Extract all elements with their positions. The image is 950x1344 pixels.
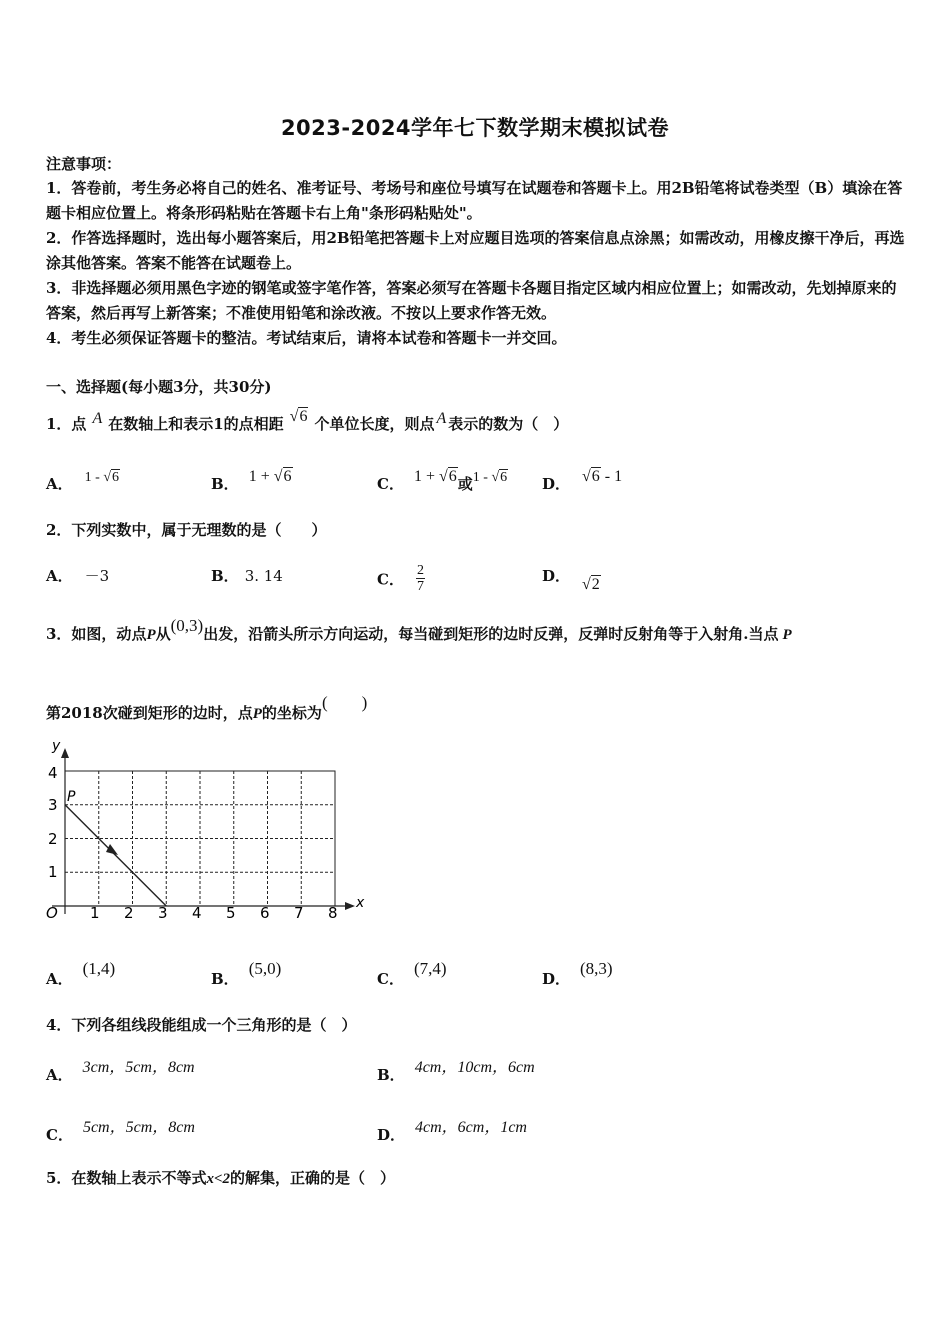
q3-option-d[interactable]: D．(8,3) [542,959,613,988]
q3-y-axis-label: y [52,738,61,754]
q1-option-a[interactable]: A． 1 - √6 [46,470,119,493]
question-3-stem-line2: 第2018次碰到矩形的边时，点P的坐标为( ) [46,693,368,722]
q3-point-label: P [67,789,76,805]
q3-option-a[interactable]: A．(1,4) [46,959,116,988]
q3-y-tick-2: 2 [48,830,58,848]
q3-option-c[interactable]: C．(7,4) [377,959,447,988]
q3-path [65,805,166,906]
q3-x-tick-1: 1 [90,904,100,922]
page-title: 2023-2024学年七下数学期末模拟试卷 [280,116,670,140]
q3-grid [65,771,335,906]
q2-option-b[interactable]: B． 3. 14 [211,567,283,585]
q3-y-tick-4: 4 [48,764,58,782]
q1-option-b[interactable]: B． 1 + √6 [211,468,292,493]
q3-x-tick-2: 2 [124,904,134,922]
q2-option-c[interactable]: C． $\frac{2}{7}$ [377,563,424,594]
q4-option-a[interactable]: A． 3cm，5cm，8cm [46,1059,195,1084]
notice-item-4: 4．考生必须保证答题卡的整洁。考试结束后，请将本试卷和答题卡一并交回。 [46,329,567,347]
q3-axes [52,748,355,914]
q3-x-tick-4: 4 [192,904,202,922]
q3-y-tick-3: 3 [48,796,58,814]
q4-option-b[interactable]: B． 4cm，10cm，6cm [377,1059,535,1084]
q3-y-tick-1: 1 [48,863,58,881]
q1-option-d[interactable]: D． √6 - 1 [542,468,623,493]
question-5-stem: 5．在数轴上表示不等式x<2的解集，正确的是（ ） [46,1169,396,1187]
q2-option-d[interactable]: D． √2 [542,567,600,593]
notice-item-3: 3．非选择题必须用黑色字迹的钢笔或签字笔作答，答案必须写在答题卡各题目指定区域内相应位置上；如需改动，先划掉原来的答案，然后再写上新答案；不准使用铅笔和涂改液。不按以上要求作答无效。 [46,279,897,322]
section-heading: 一、选择题(每小题3分，共30分) [46,378,272,396]
notice-heading: 注意事项： [46,155,122,173]
q3-x-tick-8: 8 [328,904,338,922]
q3-x-tick-3: 3 [158,904,168,922]
question-4-stem: 4．下列各组线段能组成一个三角形的是（ ） [46,1016,357,1034]
notice-item-2: 2．作答选择题时，选出每小题答案后，用2B铅笔把答题卡上对应题目选项的答案信息点涂黑；如需改动，用橡皮擦干净后，再选涂其他答案。答案不能答在试题卷上。 [46,229,905,272]
q2-option-a[interactable]: A． －3 [46,567,110,585]
q3-x-tick-7: 7 [294,904,304,922]
q1-option-c[interactable]: C． 1 + √6或1 - √6 [377,468,508,493]
q4-option-c[interactable]: C． 5cm，5cm，8cm [46,1119,195,1144]
question-1-stem: 1．点 A 在数轴上和表示1的点相距 √6 个单位长度，则点 A 表示的数为（ ） [46,408,569,433]
q3-option-b[interactable]: B．(5,0) [211,959,282,988]
q3-figure [40,738,370,923]
question-2-stem: 2．下列实数中，属于无理数的是（ ） [46,521,327,539]
q3-x-tick-5: 5 [226,904,236,922]
q3-origin-label: O [46,904,58,922]
q4-option-d[interactable]: D． 4cm，6cm，1cm [377,1119,527,1144]
q3-x-tick-6: 6 [260,904,270,922]
q3-x-axis-label: x [356,895,365,911]
question-3-stem-line1: 3．如图，动点P从(0,3)出发，沿箭头所示方向运动，每当碰到矩形的边时反弹，反弹时反射角等于入射角.当点 P [46,616,792,643]
notice-item-1: 1．答卷前，考生务必将自己的姓名、准考证号、考场号和座位号填写在试题卷和答题卡上。用2B铅笔将试卷类型（B）填涂在答题卡相应位置上。将条形码粘贴在答题卡右上角"条形码粘贴处"。 [46,179,903,222]
